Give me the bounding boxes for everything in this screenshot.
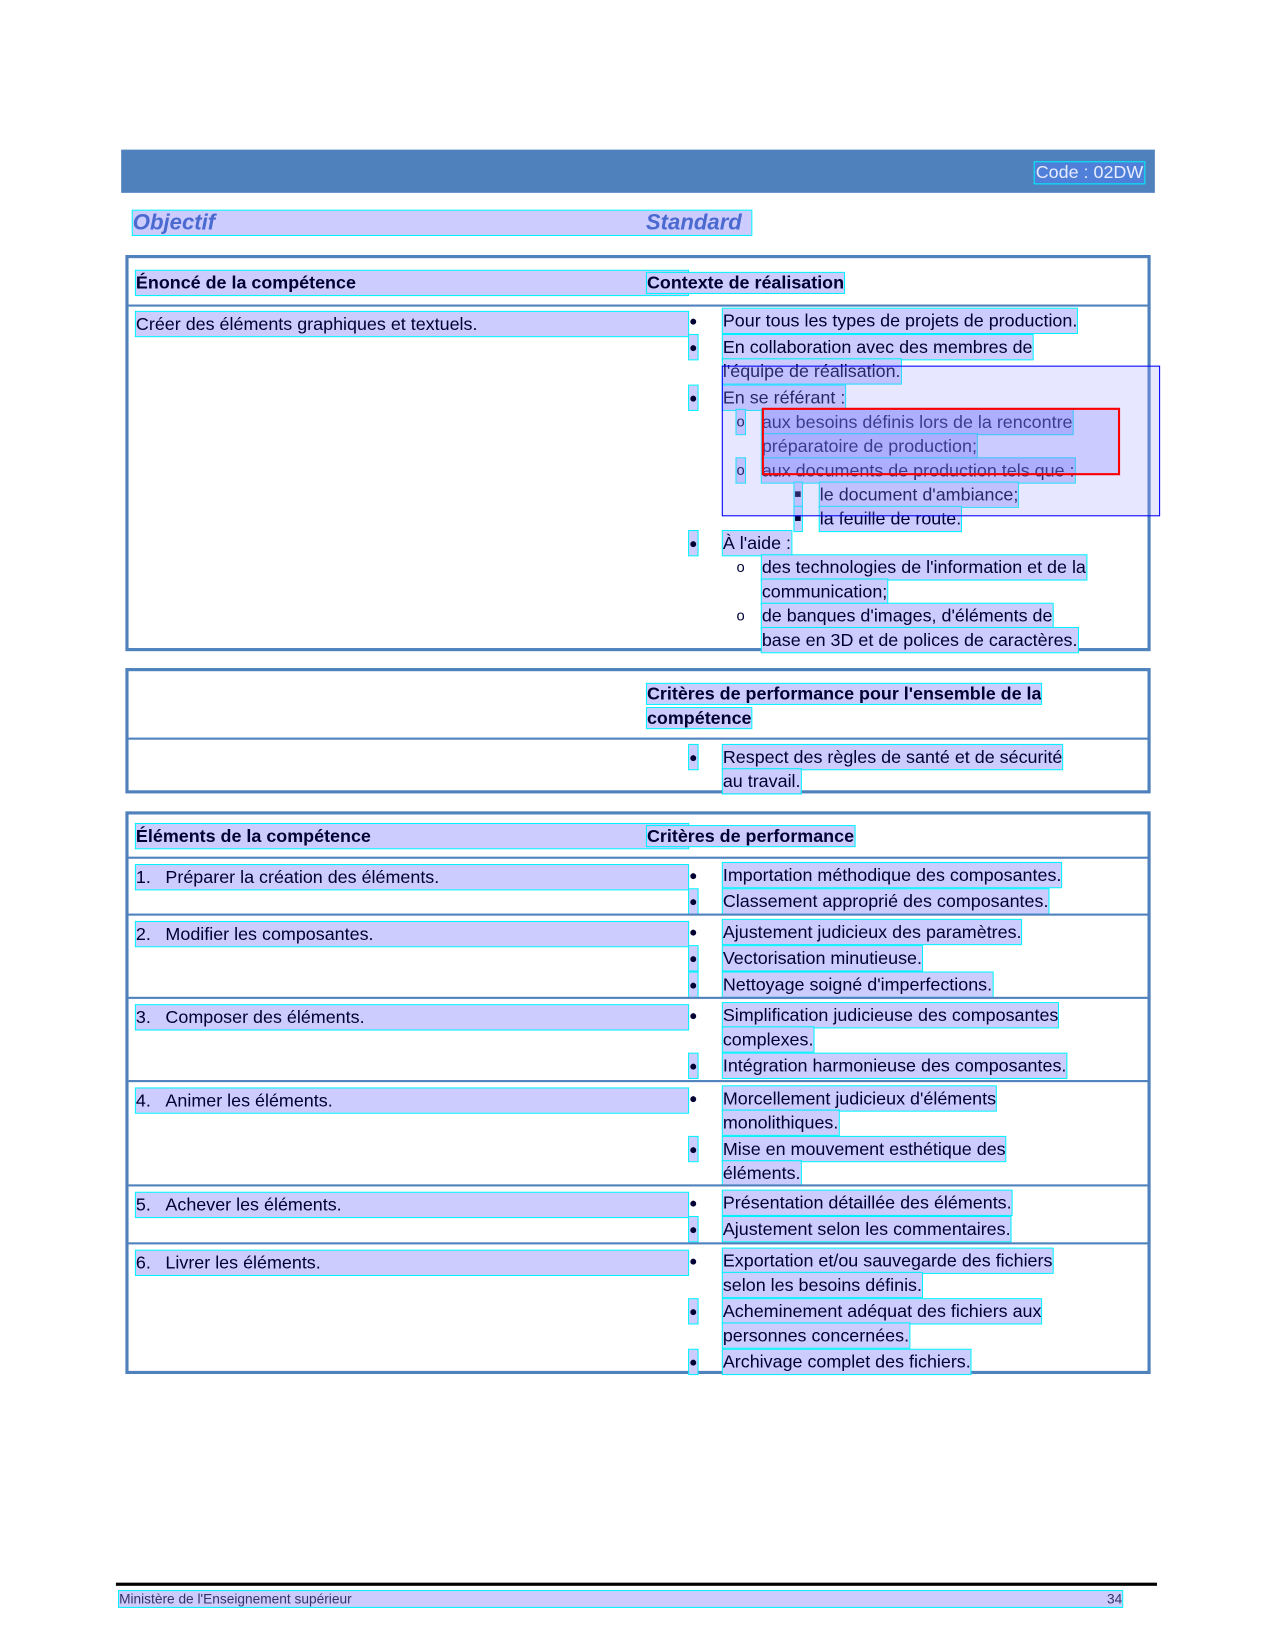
element-text: Achever les éléments.: [165, 1194, 342, 1215]
criterion: Importation méthodique des composantes.: [723, 863, 1062, 887]
table-row: [129, 1080, 1148, 1184]
objective-standard-heading: [133, 211, 752, 235]
bullet-icon: ●: [689, 1054, 697, 1078]
bullet-icon: ●: [689, 924, 698, 940]
sub-list-item-continued: communication;: [762, 580, 887, 604]
competency-element: [136, 1193, 688, 1217]
standard-label: Standard: [645, 210, 742, 235]
criterion: Exportation et/ou sauvegarde des fichiers: [723, 1249, 1053, 1273]
objective-label: Objectif: [132, 210, 216, 235]
table-row: [129, 1184, 1148, 1242]
sub-sub-list-item: le document d'ambiance;: [820, 483, 1019, 507]
criterion: Morcellement judicieux d'éléments: [723, 1086, 996, 1110]
criterion-continued: selon les besoins définis.: [723, 1273, 922, 1297]
square-bullet-icon: ■: [794, 507, 801, 531]
element-number: 3.: [135, 1007, 151, 1028]
competency-element: [136, 865, 688, 889]
criterion: Ajustement selon les commentaires.: [723, 1217, 1011, 1241]
element-number: 1.: [135, 867, 151, 888]
ministry-name: Ministère de l'Enseignement supérieur: [119, 1591, 352, 1607]
element-number: 4.: [135, 1090, 151, 1111]
criterion: Mise en mouvement esthétique des: [723, 1137, 1006, 1161]
circle-bullet-icon: o: [737, 458, 745, 482]
circle-bullet-icon: o: [737, 410, 745, 434]
criterion: Présentation détaillée des éléments.: [723, 1191, 1012, 1215]
bullet-icon: ●: [689, 1007, 698, 1024]
criterion: Simplification judicieuse des composantes: [723, 1003, 1059, 1027]
competency-element: [136, 1005, 688, 1029]
element-number: 2.: [135, 924, 151, 945]
bullet-icon: ●: [689, 1217, 697, 1241]
bullet-icon: ●: [689, 386, 697, 410]
criterion: Nettoyage soigné d'imperfections.: [723, 973, 992, 997]
competency-element: [136, 922, 688, 946]
sub-list-item: aux documents de production tels que :: [762, 458, 1075, 482]
bullet-icon: ●: [689, 867, 698, 884]
global-criteria-table: [125, 668, 1150, 793]
table-row: [129, 914, 1148, 997]
criterion-continued: éléments.: [723, 1161, 801, 1185]
criterion: Classement approprié des composantes.: [723, 889, 1049, 913]
element-text: Livrer les éléments.: [165, 1252, 321, 1273]
footer: [119, 1591, 1122, 1607]
sub-list-item: de banques d'images, d'éléments de: [762, 604, 1053, 628]
bullet-icon: ●: [689, 1299, 697, 1323]
list-item: Respect des règles de santé et de sécurité: [723, 745, 1063, 769]
table-header-row: [129, 671, 1148, 737]
bullet-icon: ●: [689, 745, 697, 769]
list-item: Pour tous les types de projets de production.: [723, 309, 1078, 333]
element-text: Composer des éléments.: [165, 1007, 365, 1028]
element-number: 6.: [135, 1252, 151, 1273]
sub-list-item: des technologies de l'information et de la: [762, 555, 1086, 579]
sub-list-item: aux besoins définis lors de la rencontre: [762, 410, 1073, 434]
bullet-icon: ●: [689, 1194, 698, 1211]
table-row: [129, 305, 1148, 649]
circle-bullet-icon: o: [736, 606, 745, 624]
bullet-icon: ●: [689, 335, 697, 359]
list-item: En collaboration avec des membres de: [723, 335, 1033, 359]
element-number: 5.: [135, 1194, 151, 1215]
criterion: Ajustement judicieux des paramètres.: [723, 920, 1022, 944]
page-number: 34: [1106, 1591, 1123, 1607]
table-header-row: [129, 258, 1148, 304]
bullet-icon: ●: [689, 531, 697, 555]
competency-table: [125, 255, 1150, 651]
list-item-continued: au travail.: [723, 769, 801, 793]
criterion: Vectorisation minutieuse.: [723, 946, 922, 970]
elements-table: [125, 811, 1150, 1374]
column-header: Éléments de la compétence: [136, 824, 688, 848]
list-item: À l'aide :: [723, 531, 791, 555]
table-row: [129, 1242, 1148, 1373]
criterion-continued: monolithiques.: [723, 1111, 839, 1135]
sub-sub-list-item: la feuille de route.: [820, 507, 961, 531]
bullet-icon: ●: [689, 1350, 697, 1374]
table-row: [129, 857, 1148, 914]
table-row: [129, 738, 1148, 791]
element-text: Préparer la création des éléments.: [165, 867, 440, 888]
column-header: Contexte de réalisation: [646, 272, 845, 293]
bullet-icon: ●: [689, 312, 698, 329]
competency-element: [136, 1088, 688, 1112]
sub-list-item-continued: préparatoire de production;: [762, 434, 977, 458]
competency-statement: Créer des éléments graphiques et textuels.: [136, 312, 688, 336]
criterion: Acheminement adéquat des fichiers aux: [723, 1299, 1042, 1323]
bullet-icon: ●: [689, 973, 697, 997]
footer-divider: [116, 1583, 1157, 1586]
table-header-row: [129, 815, 1148, 857]
list-item-continued: l'équipe de réalisation.: [723, 359, 901, 383]
column-header: Critères de performance pour l'ensemble de la: [646, 683, 1042, 704]
sub-list-item-continued: base en 3D et de polices de caractères.: [762, 628, 1078, 652]
criterion-continued: personnes concernées.: [723, 1323, 909, 1347]
list-item: En se référant :: [723, 386, 845, 410]
table-row: [129, 997, 1148, 1080]
bullet-icon: ●: [689, 1137, 697, 1161]
bullet-icon: ●: [689, 1090, 698, 1107]
criterion: Intégration harmonieuse des composantes.: [723, 1054, 1067, 1078]
bullet-icon: ●: [689, 946, 697, 970]
column-header: Énoncé de la compétence: [136, 271, 688, 295]
column-header: Critères de performance: [646, 826, 855, 847]
program-code: Code : 02DW: [1035, 162, 1144, 183]
element-text: Animer les éléments.: [165, 1090, 333, 1111]
element-text: Modifier les composantes.: [165, 924, 374, 945]
square-bullet-icon: ■: [794, 483, 801, 507]
bullet-icon: ●: [689, 889, 697, 913]
competency-element: [136, 1251, 688, 1275]
bullet-icon: ●: [689, 1252, 698, 1269]
criterion: Archivage complet des fichiers.: [723, 1350, 971, 1374]
header-bar: [121, 150, 1155, 193]
circle-bullet-icon: o: [736, 558, 745, 576]
column-header-continued: compétence: [646, 708, 752, 729]
context-list: [647, 309, 1142, 653]
criterion-continued: complexes.: [723, 1027, 814, 1051]
